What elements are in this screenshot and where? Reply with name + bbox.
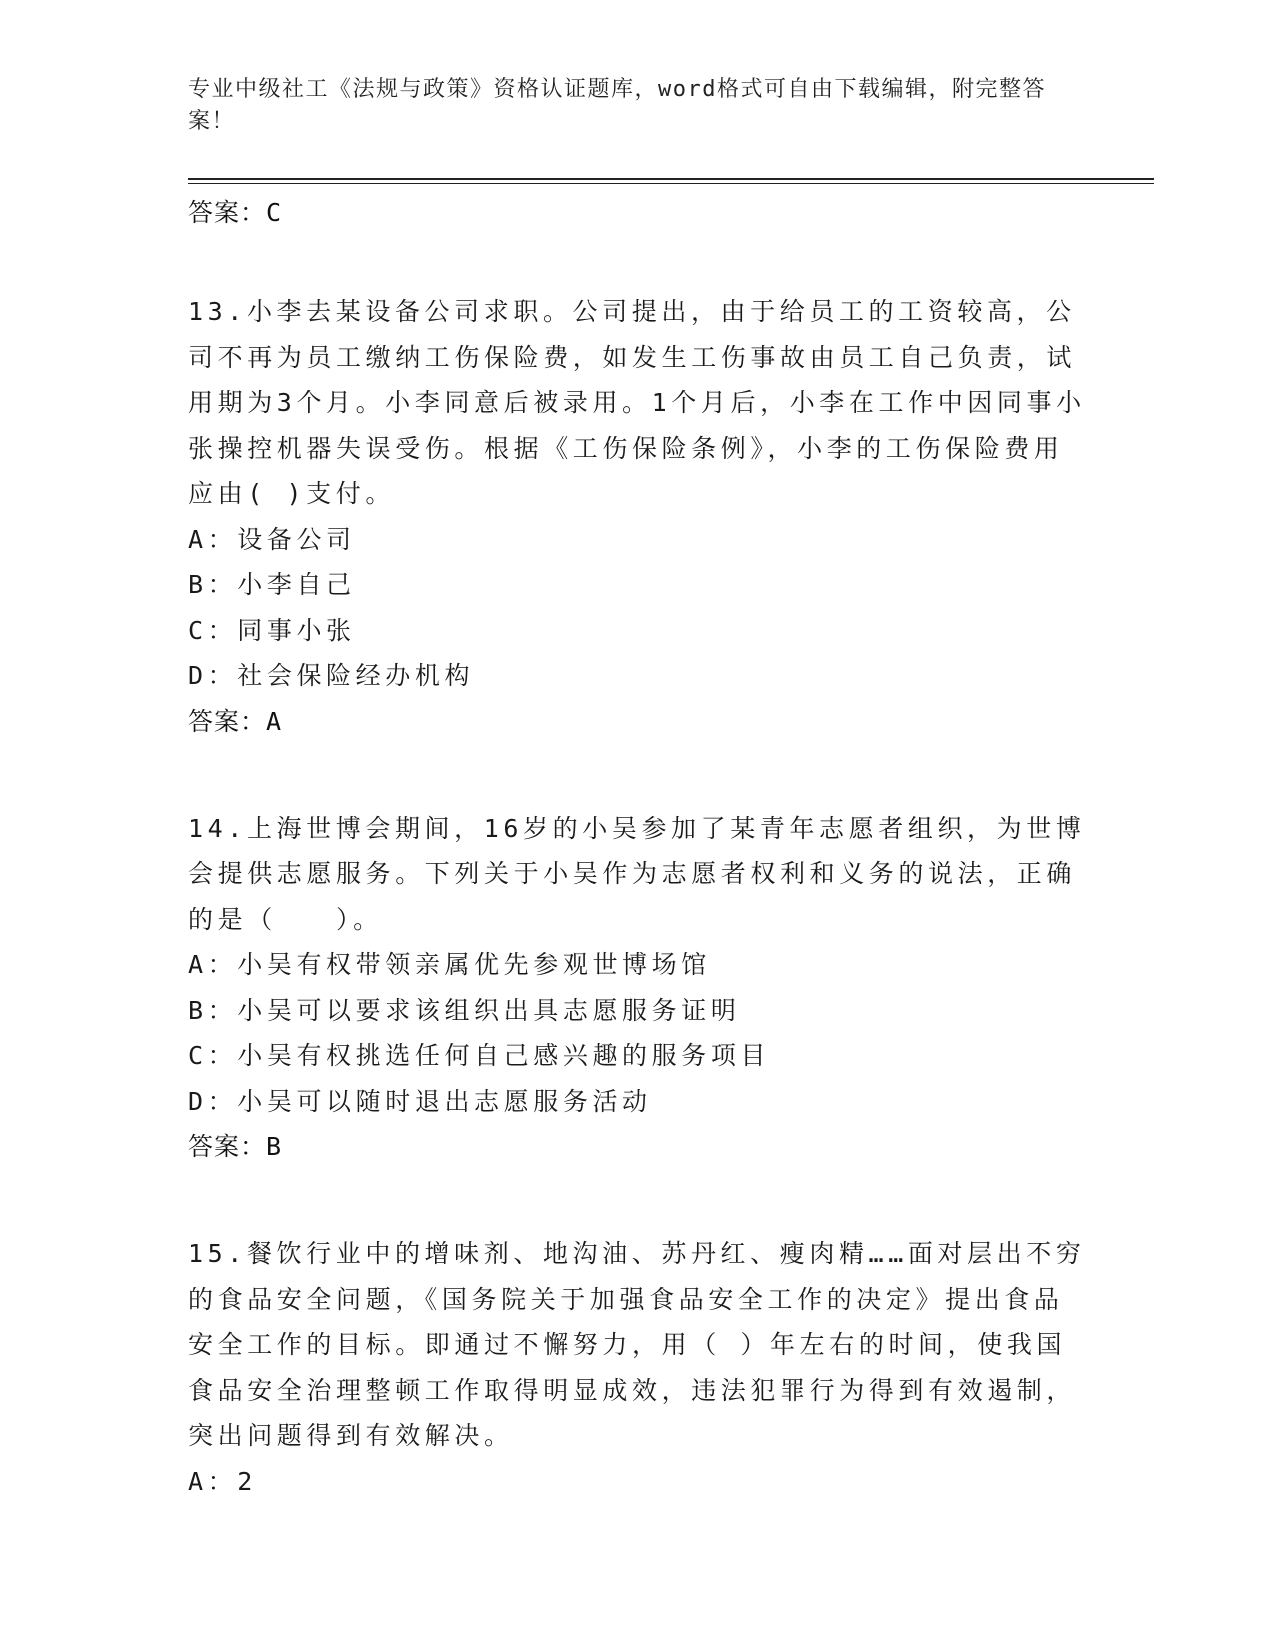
spacer (188, 745, 1088, 806)
question-14 (188, 806, 1088, 1171)
header-rule-thin (188, 183, 1154, 184)
question-list (188, 190, 1088, 1504)
question-13 (188, 289, 1088, 745)
question-text: 13.小李去某设备公司求职。公司提出，由于给员工的工资较高，公司不再为员工缴纳工伤保险费，如发生工伤事故由员工自己负责，试用期为3个月。小李同意后被录用。1个月后，小李在工作中因同事小张操控机器失误受伤。根据《工伤保险条例》，小李的工伤保险费用应由( )支付。 (188, 297, 1086, 508)
document-header: 专业中级社工《法规与政策》资格认证题库，word格式可自由下载编辑，附完整答案！ (188, 77, 1046, 134)
option-a: A：小吴有权带领亲属优先参观世博场馆 (188, 950, 711, 979)
header-rule-thick (188, 178, 1154, 180)
option-b: B：小吴可以要求该组织出具志愿服务证明 (188, 995, 741, 1025)
spacer (188, 236, 1088, 289)
previous-answer: 答案：C (188, 198, 283, 227)
answer-label: 答案：B (188, 1132, 283, 1161)
question-15 (188, 1231, 1088, 1504)
option-b: B：小李自己 (188, 570, 356, 599)
option-d: D：社会保险经办机构 (188, 661, 475, 690)
option-a: A：设备公司 (188, 524, 356, 554)
option-c: C：小吴有权挑选任何自己感兴趣的服务项目 (188, 1041, 771, 1070)
option-c: C：同事小张 (188, 615, 356, 645)
option-d: D：小吴可以随时退出志愿服务活动 (188, 1086, 652, 1116)
question-text: 14.上海世博会期间，16岁的小吴参加了某青年志愿者组织，为世博会提供志愿服务。下列关于小吴作为志愿者权利和义务的说法，正确的是（ ）。 (188, 813, 1086, 934)
option-a: A：2 (188, 1466, 257, 1496)
spacer (188, 1170, 1088, 1231)
question-text: 15.餐饮行业中的增味剂、地沟油、苏丹红、瘦肉精……面对层出不穷的食品安全问题，《国务院关于加强食品安全工作的决定》提出食品安全工作的目标。即通过不懈努力，用（ ）年左右的时间，使我国食品安全治理整顿工作取得明显成效，违法犯罪行为得到有效遏制，突出问题得到有效解决。 (188, 1239, 1086, 1450)
answer-label: 答案：A (188, 706, 283, 736)
